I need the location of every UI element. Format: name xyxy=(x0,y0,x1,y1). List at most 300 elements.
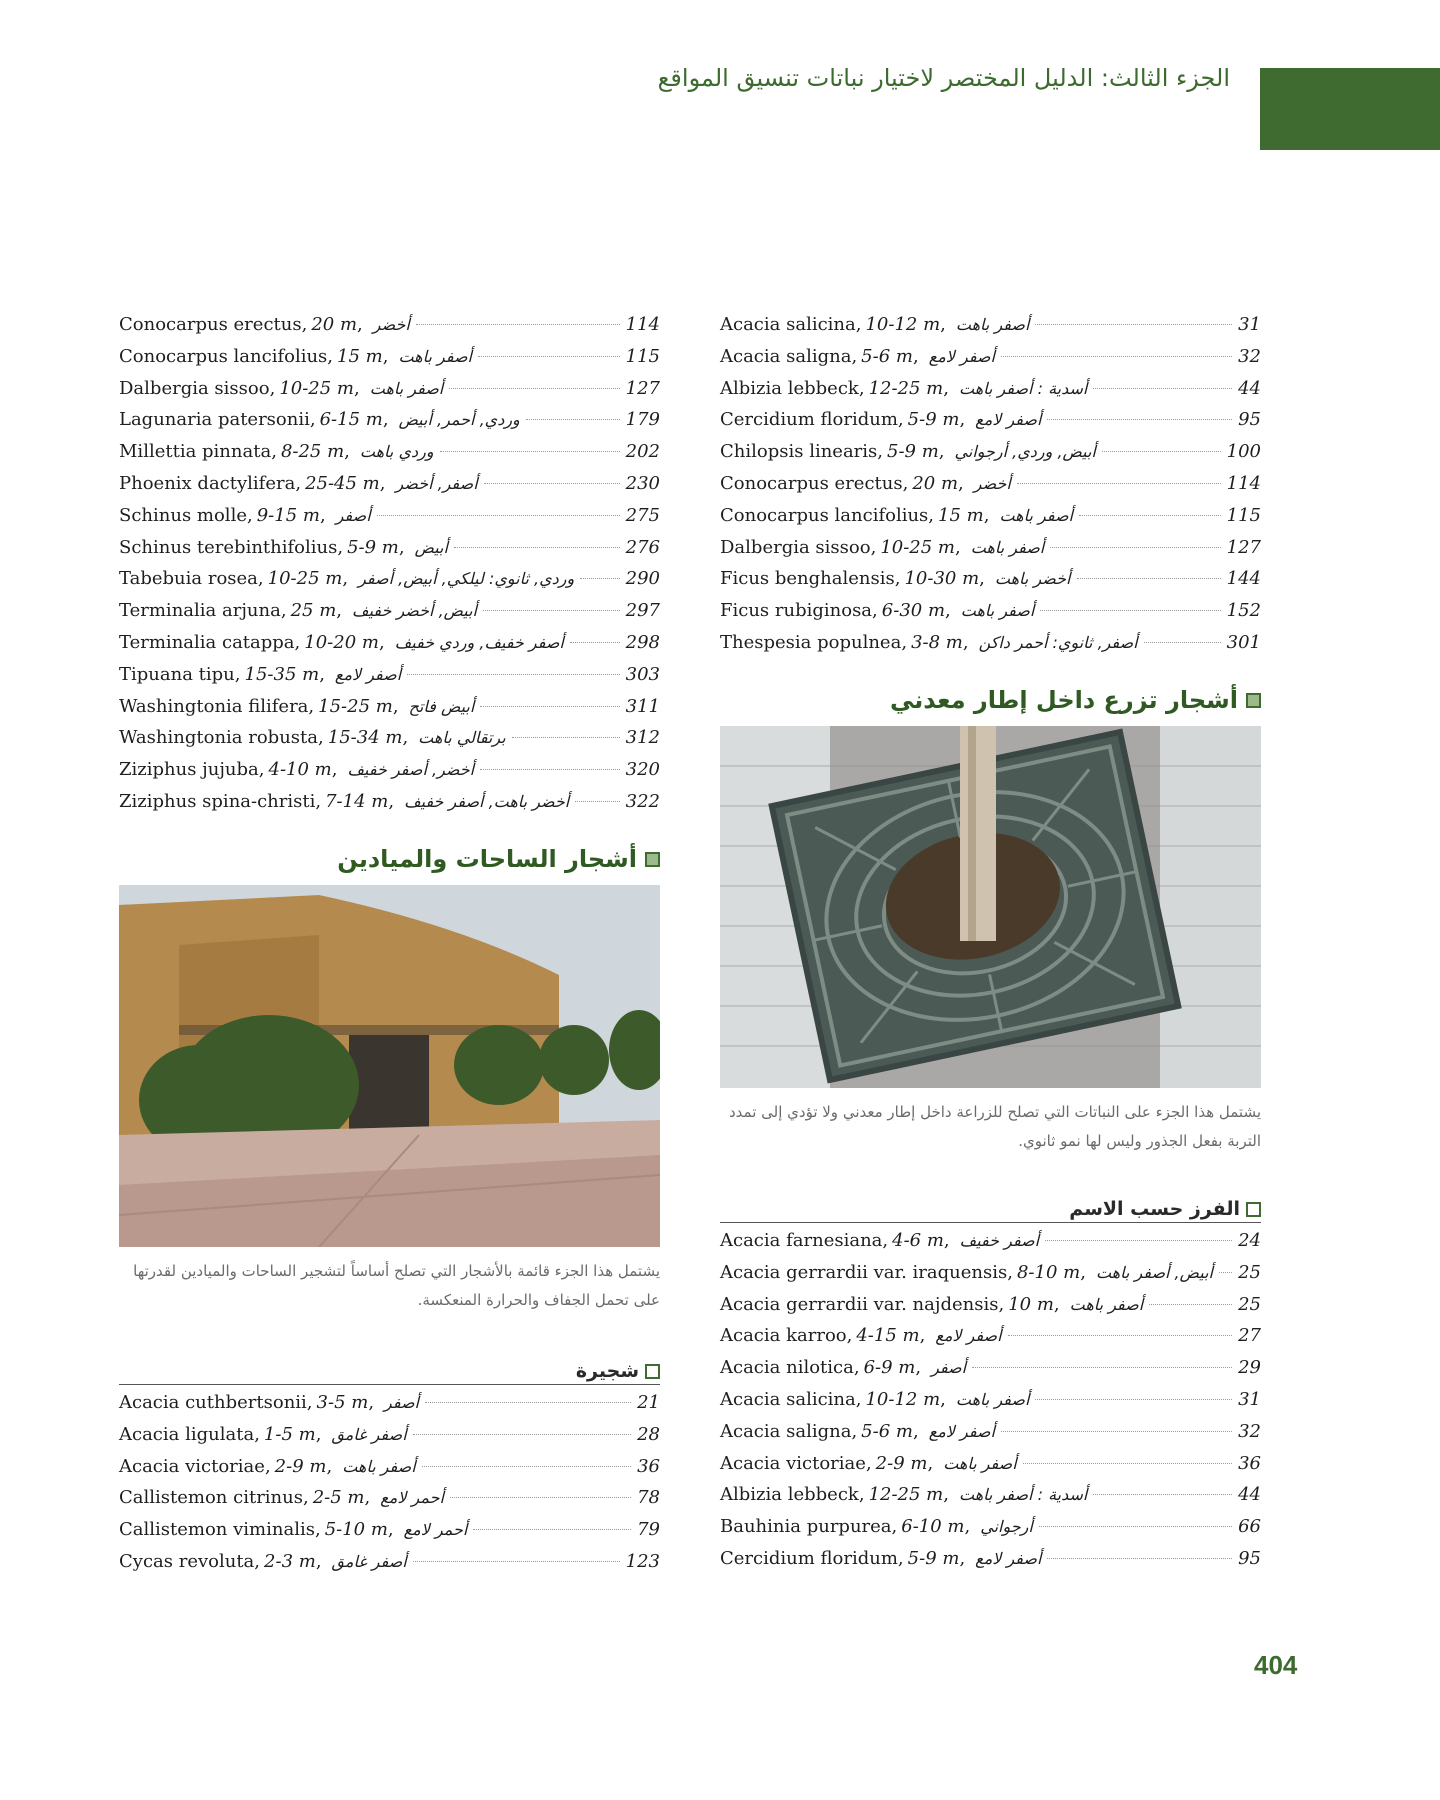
plant-height: 9-15 m xyxy=(256,504,320,526)
dot-leader xyxy=(478,356,620,357)
plant-name: Schinus terebinthifolius xyxy=(119,536,338,558)
plant-entry xyxy=(119,1387,660,1419)
plant-height: 15-35 m xyxy=(244,663,320,685)
plant-entry xyxy=(119,309,660,341)
page-ref: 123 xyxy=(625,1550,660,1572)
plant-entry xyxy=(119,468,660,500)
page-ref: 152 xyxy=(1226,600,1261,622)
plant-name: Acacia victoriae xyxy=(720,1452,866,1474)
flower-color: أصفر لامع xyxy=(935,1326,1002,1346)
flower-color: أسدية : أصفر باهت xyxy=(958,1485,1088,1505)
page-ref: 95 xyxy=(1238,1547,1261,1569)
comma-separator: , xyxy=(915,1357,922,1379)
plant-name: Tipuana tipu xyxy=(119,663,235,685)
page-ref: 298 xyxy=(625,631,660,653)
comma-separator: , xyxy=(872,600,878,622)
plant-height: 2-3 m xyxy=(264,1550,316,1572)
plant-name: Bauhinia purpurea xyxy=(720,1516,892,1538)
comma-separator: , xyxy=(246,504,253,526)
plant-height: 6-15 m xyxy=(319,409,383,431)
plant-entry xyxy=(720,563,1261,595)
squares-caption: يشتمل هذا الجزء قائمة بالأشجار التي تصلح أساساً لتشجير الساحات والميادين لقدرتها على تحمل الجفاف والحرارة المنعكسة. xyxy=(133,1262,660,1309)
comma-separator: , xyxy=(254,1550,261,1572)
comma-separator: , xyxy=(998,1293,1005,1315)
plant-height: 10-12 m xyxy=(865,314,941,335)
comma-separator: , xyxy=(959,1547,966,1569)
comma-separator: , xyxy=(940,1388,946,1410)
plant-name: Ziziphus spina-christi xyxy=(119,790,316,812)
comma-separator: , xyxy=(927,1452,934,1474)
page-ref: 312 xyxy=(625,727,660,749)
comma-separator: , xyxy=(865,1452,872,1474)
plant-name: Conocarpus lancifolius xyxy=(119,345,328,367)
comma-separator: , xyxy=(901,631,908,653)
comma-separator: , xyxy=(319,504,326,526)
comma-separator: , xyxy=(357,314,363,335)
comma-separator: , xyxy=(368,1392,375,1413)
plant-height: 10-12 m xyxy=(865,1388,941,1410)
plant-height: 20 m xyxy=(912,472,959,494)
comma-separator: , xyxy=(938,441,945,463)
square-bullet-icon xyxy=(645,852,660,867)
dot-leader xyxy=(483,610,620,611)
flower-color: أبيض فاتح xyxy=(408,696,475,716)
plant-entry xyxy=(119,786,660,818)
comma-separator: , xyxy=(902,472,909,494)
flower-color: أصفر باهت xyxy=(955,315,1030,334)
dot-leader xyxy=(407,674,619,675)
plant-name: Albizia lebbeck xyxy=(720,377,859,399)
plant-name: Lagunaria patersonii xyxy=(119,409,310,431)
plant-height: 6-9 m xyxy=(863,1357,916,1379)
page-ref: 100 xyxy=(1226,441,1261,463)
dot-leader xyxy=(570,642,620,643)
comma-separator: , xyxy=(364,1487,371,1509)
square-bullet-icon xyxy=(1246,1202,1261,1217)
page-ref: 95 xyxy=(1238,409,1261,431)
plant-name: Millettia pinnata xyxy=(119,441,272,463)
comma-separator: , xyxy=(314,1519,321,1541)
comma-separator: , xyxy=(308,695,315,717)
plant-entry xyxy=(720,1257,1261,1289)
comma-separator: , xyxy=(309,409,316,431)
plant-height: 6-30 m xyxy=(881,600,946,622)
comma-separator: , xyxy=(318,727,324,749)
plant-name: Chilopsis linearis xyxy=(720,441,878,463)
comma-separator: , xyxy=(1080,1261,1086,1283)
plant-entry xyxy=(720,1479,1261,1511)
comma-separator: , xyxy=(344,441,350,463)
page-ref: 66 xyxy=(1238,1516,1261,1538)
page-ref: 31 xyxy=(1238,314,1261,335)
plant-height: 15-25 m xyxy=(318,695,393,717)
comma-separator: , xyxy=(258,759,265,781)
flower-color: أصفر, أخضر xyxy=(395,473,478,493)
page-ref: 32 xyxy=(1238,345,1261,367)
flower-color: أخضر xyxy=(372,315,410,334)
plant-height: 10-25 m xyxy=(279,377,354,399)
plant-entry xyxy=(720,1225,1261,1257)
comma-separator: , xyxy=(354,377,360,399)
page-ref: 127 xyxy=(625,377,660,399)
plant-name: Phoenix dactylifera xyxy=(119,472,296,494)
plant-height: 5-9 m xyxy=(887,441,939,463)
plant-name: Acacia gerrardii var. iraquensis xyxy=(720,1261,1008,1283)
dot-leader xyxy=(1045,1240,1232,1241)
metal-frame-caption: يشتمل هذا الجزء على النباتات التي تصلح للزراعة داخل إطار معدني ولا تؤدي إلى تمدد التربة بفعل الجذور وليس لها نمو ثانوي. xyxy=(728,1103,1261,1150)
page-ref: 320 xyxy=(625,759,660,781)
comma-separator: , xyxy=(294,631,301,653)
page-ref: 301 xyxy=(1226,631,1261,653)
plant-name: Acacia farnesiana xyxy=(720,1230,883,1251)
page-ref: 127 xyxy=(1226,536,1261,558)
page-ref: 202 xyxy=(625,441,660,463)
page-ref: 29 xyxy=(1238,1357,1261,1379)
page-ref: 144 xyxy=(1226,568,1261,590)
dot-leader xyxy=(575,801,619,802)
flower-color: أسدية : أصفر باهت xyxy=(958,378,1088,398)
flower-color: أصفر لامع xyxy=(975,1548,1042,1568)
plant-name: Conocarpus lancifolius xyxy=(720,504,929,526)
comma-separator: , xyxy=(1053,1293,1060,1315)
flower-color: أصفر باهت xyxy=(369,378,444,398)
comma-separator: , xyxy=(402,727,409,749)
plant-height: 25 m xyxy=(290,600,337,622)
flower-color: أصفر xyxy=(384,1393,419,1412)
flower-color: وردي, أحمر, أبيض xyxy=(398,410,520,430)
plant-name: Tabebuia rosea xyxy=(119,568,258,590)
plant-name: Callistemon viminalis xyxy=(119,1519,315,1541)
plant-name: Ziziphus jujuba xyxy=(119,759,259,781)
metal-frame-section xyxy=(720,686,1261,1156)
comma-separator: , xyxy=(894,568,901,590)
plant-height: 8-25 m xyxy=(280,441,345,463)
plant-entry xyxy=(720,1543,1261,1575)
plant-entry xyxy=(119,532,660,564)
plant-name: Albizia lebbeck xyxy=(720,1484,859,1506)
dot-leader xyxy=(972,1367,1232,1368)
comma-separator: , xyxy=(855,1388,862,1410)
comma-separator: , xyxy=(327,345,334,367)
plant-height: 5-9 m xyxy=(347,536,399,558)
dot-leader xyxy=(1035,324,1232,325)
dot-leader xyxy=(1079,515,1221,516)
dot-leader xyxy=(450,1497,631,1498)
flower-color: أصفر لامع xyxy=(928,1421,995,1441)
plant-height: 8-10 m xyxy=(1016,1261,1081,1283)
plant-height: 7-14 m xyxy=(325,790,389,812)
plant-height: 20 m xyxy=(311,314,358,335)
flower-color: أصفر باهت xyxy=(1069,1294,1144,1314)
comma-separator: , xyxy=(382,345,389,367)
page-ref: 230 xyxy=(625,472,660,494)
comma-separator: , xyxy=(306,1392,313,1413)
comma-separator: , xyxy=(891,1516,898,1538)
dot-leader xyxy=(449,388,619,389)
flower-color: وردي, ثانوي: ليلكي, أبيض, أصفر xyxy=(358,569,575,589)
dot-leader xyxy=(1050,547,1220,548)
comma-separator: , xyxy=(928,504,935,526)
plant-entry xyxy=(720,1384,1261,1416)
page-ref: 322 xyxy=(625,790,660,812)
comma-separator: , xyxy=(983,504,990,526)
dot-leader xyxy=(454,547,620,548)
dot-leader xyxy=(1040,610,1220,611)
comma-separator: , xyxy=(315,790,322,812)
flower-color: أصفر لامع xyxy=(928,346,995,366)
plant-height: 12-25 m xyxy=(868,377,944,399)
page-ref: 290 xyxy=(625,568,660,590)
page-ref: 28 xyxy=(637,1423,660,1445)
comma-separator: , xyxy=(962,631,969,653)
shrub-heading-text: شجيرة xyxy=(575,1360,639,1382)
dot-leader xyxy=(484,483,620,484)
page-ref: 25 xyxy=(1238,1293,1261,1315)
plant-entry xyxy=(720,532,1261,564)
comma-separator: , xyxy=(280,600,287,622)
plant-entry xyxy=(119,722,660,754)
flower-color: وردي باهت xyxy=(359,442,434,462)
comma-separator: , xyxy=(912,345,919,367)
dot-leader xyxy=(1093,388,1232,389)
flower-color: أصفر باهت xyxy=(398,346,472,366)
plant-height: 5-6 m xyxy=(861,1420,913,1442)
plant-name: Cycas revoluta xyxy=(119,1550,255,1572)
page-ref: 25 xyxy=(1238,1261,1261,1283)
comma-separator: , xyxy=(979,568,985,590)
comma-separator: , xyxy=(943,1230,950,1251)
dot-leader xyxy=(1035,1399,1232,1400)
plant-name: Washingtonia robusta xyxy=(119,727,319,749)
squares-heading xyxy=(119,845,660,873)
comma-separator: , xyxy=(851,345,858,367)
dot-leader xyxy=(1001,1431,1232,1432)
comma-separator: , xyxy=(319,663,325,685)
plant-height: 2-5 m xyxy=(312,1487,365,1509)
plant-entry xyxy=(119,1451,660,1483)
squares-section xyxy=(119,845,660,1315)
flower-color: أخضر باهت, أصفر خفيف xyxy=(404,791,570,811)
comma-separator: , xyxy=(1007,1261,1013,1283)
plant-name: Acacia ligulata xyxy=(119,1423,255,1445)
comma-separator: , xyxy=(955,536,961,558)
plant-entry xyxy=(720,1289,1261,1321)
plant-height: 12-25 m xyxy=(868,1484,944,1506)
comma-separator: , xyxy=(315,1423,322,1445)
dot-leader xyxy=(1077,578,1221,579)
plant-name: Acacia salicina xyxy=(720,1388,856,1410)
plant-height: 15 m xyxy=(337,345,383,367)
plant-height: 10-25 m xyxy=(880,536,955,558)
plant-entry xyxy=(720,500,1261,532)
plant-height: 10-20 m xyxy=(304,631,379,653)
page-ref: 36 xyxy=(1238,1452,1261,1474)
flower-color: أصفر غامق xyxy=(331,1424,407,1444)
plant-name: Terminalia arjuna xyxy=(119,600,281,622)
dot-leader xyxy=(473,1529,631,1530)
dot-leader xyxy=(1023,1463,1232,1464)
plant-name: Acacia gerrardii var. najdensis xyxy=(720,1293,999,1315)
comma-separator: , xyxy=(897,409,904,431)
plant-name: Terminalia catappa xyxy=(119,631,295,653)
comma-separator: , xyxy=(882,1230,889,1251)
comma-separator: , xyxy=(234,663,241,685)
plant-name: Callistemon citrinus xyxy=(119,1487,303,1509)
plant-height: 10-25 m xyxy=(267,568,343,590)
flower-color: أحمر لامع xyxy=(403,1520,468,1540)
comma-separator: , xyxy=(302,1487,309,1509)
plant-entry xyxy=(119,1546,660,1578)
dot-leader xyxy=(1001,356,1232,357)
comma-separator: , xyxy=(943,1484,949,1506)
dot-leader xyxy=(480,769,620,770)
page-ref: 297 xyxy=(625,600,660,622)
dot-leader xyxy=(440,451,620,452)
plant-name: Washingtonia filifera xyxy=(119,695,309,717)
dot-leader xyxy=(377,515,620,516)
plant-name: Acacia saligna xyxy=(720,345,852,367)
page-ref: 44 xyxy=(1238,1484,1261,1506)
flower-color: أصفر باهت xyxy=(955,1389,1030,1409)
comma-separator: , xyxy=(382,409,389,431)
sort-heading-text: الفرز حسب الاسم xyxy=(1069,1198,1240,1220)
plant-entry xyxy=(720,1448,1261,1480)
plant-height: 25-45 m xyxy=(305,472,380,494)
comma-separator: , xyxy=(877,441,884,463)
dot-leader xyxy=(1047,419,1232,420)
plant-name: Acacia nilotica xyxy=(720,1357,854,1379)
plant-entry xyxy=(720,1511,1261,1543)
dot-leader xyxy=(580,578,619,579)
plant-name: Acacia salicina xyxy=(720,314,856,335)
page-ref: 78 xyxy=(637,1487,660,1509)
flower-color: أصفر باهت xyxy=(970,537,1045,557)
plant-entry xyxy=(119,627,660,659)
plant-name: Conocarpus erectus xyxy=(720,472,903,494)
sort-heading xyxy=(720,1198,1261,1223)
comma-separator: , xyxy=(379,472,386,494)
flower-color: أصفر لامع xyxy=(975,410,1042,430)
plant-entry xyxy=(119,595,660,627)
dot-leader xyxy=(413,1561,620,1562)
plant-entry xyxy=(119,500,660,532)
plant-height: 3-5 m xyxy=(316,1392,369,1413)
comma-separator: , xyxy=(851,1420,858,1442)
plaza-photo xyxy=(119,885,660,1247)
plant-height: 4-6 m xyxy=(892,1230,944,1251)
page-ref: 179 xyxy=(625,409,660,431)
page-ref: 115 xyxy=(625,345,660,367)
comma-separator: , xyxy=(301,314,308,335)
comma-separator: , xyxy=(959,409,966,431)
plant-name: Schinus molle xyxy=(119,504,247,526)
plant-entry xyxy=(720,1320,1261,1352)
shrub-section xyxy=(119,1360,660,1578)
plant-entry xyxy=(720,468,1261,500)
comma-separator: , xyxy=(378,631,385,653)
dot-leader xyxy=(480,706,619,707)
plant-height: 4-10 m xyxy=(268,759,332,781)
dot-leader xyxy=(422,1466,631,1467)
square-bullet-icon xyxy=(1246,693,1261,708)
plant-entry xyxy=(119,1419,660,1451)
plant-height: 1-5 m xyxy=(263,1423,316,1445)
comma-separator: , xyxy=(897,1547,904,1569)
plant-name: Ficus rubiginosa xyxy=(720,600,873,622)
dot-leader xyxy=(1102,451,1221,452)
dot-leader xyxy=(1047,1558,1232,1559)
right-list-top xyxy=(720,309,1261,659)
comma-separator: , xyxy=(919,1325,926,1347)
plant-entry xyxy=(720,341,1261,373)
comma-separator: , xyxy=(858,1484,865,1506)
plant-name: Dalbergia sissoo xyxy=(720,536,871,558)
comma-separator: , xyxy=(853,1357,860,1379)
page-ref: 24 xyxy=(1238,1230,1261,1251)
comma-separator: , xyxy=(855,314,862,335)
plant-name: Acacia saligna xyxy=(720,1420,852,1442)
plant-name: Ficus benghalensis xyxy=(720,568,895,590)
flower-color: أخضر xyxy=(973,473,1011,493)
plant-entry xyxy=(119,659,660,691)
plant-entry xyxy=(119,1514,660,1546)
dot-leader xyxy=(1017,483,1221,484)
plant-name: Cercidium floridum xyxy=(720,1547,898,1569)
left-list-top xyxy=(119,309,660,818)
flower-color: أصفر باهت xyxy=(943,1453,1017,1473)
comma-separator: , xyxy=(257,568,264,590)
squares-heading-text: أشجار الساحات والميادين xyxy=(337,845,637,873)
flower-color: أحمر لامع xyxy=(380,1488,444,1508)
comma-separator: , xyxy=(295,472,302,494)
page-ref: 32 xyxy=(1238,1420,1261,1442)
chapter-title: الجزء الثالث: الدليل المختصر لاختيار نباتات تنسيق المواقع xyxy=(657,64,1230,92)
flower-color: أصفر غامق xyxy=(331,1551,407,1571)
page-ref: 114 xyxy=(625,314,660,335)
flower-color: أبيض, وردي, أرجواني xyxy=(954,442,1096,462)
plant-height: 15-34 m xyxy=(327,727,403,749)
flower-color: برتقالي باهت xyxy=(418,728,506,748)
page-ref: 114 xyxy=(1226,472,1261,494)
plant-height: 3-8 m xyxy=(911,631,963,653)
comma-separator: , xyxy=(254,1423,260,1445)
page-ref: 27 xyxy=(1238,1325,1261,1347)
plant-height: 2-9 m xyxy=(875,1452,928,1474)
comma-separator: , xyxy=(387,1519,394,1541)
plant-entry xyxy=(720,436,1261,468)
dot-leader xyxy=(512,737,620,738)
plant-entry xyxy=(720,404,1261,436)
plant-name: Dalbergia sissoo xyxy=(119,377,270,399)
page-ref: 79 xyxy=(637,1519,660,1541)
flower-color: أصفر xyxy=(335,505,371,525)
comma-separator: , xyxy=(943,377,949,399)
dot-leader xyxy=(1093,1494,1232,1495)
square-bullet-icon xyxy=(645,1364,660,1379)
plant-height: 5-10 m xyxy=(324,1519,388,1541)
comma-separator: , xyxy=(912,1420,919,1442)
plant-entry xyxy=(119,404,660,436)
comma-separator: , xyxy=(945,600,951,622)
sort-section xyxy=(720,1198,1261,1575)
page-ref: 303 xyxy=(625,663,660,685)
dot-leader xyxy=(425,1402,631,1403)
plant-entry xyxy=(720,309,1261,341)
plant-name: Thespesia populnea xyxy=(720,631,902,653)
page-ref: 21 xyxy=(637,1392,660,1413)
plant-name: Acacia cuthbertsonii xyxy=(119,1392,307,1413)
comma-separator: , xyxy=(392,695,399,717)
